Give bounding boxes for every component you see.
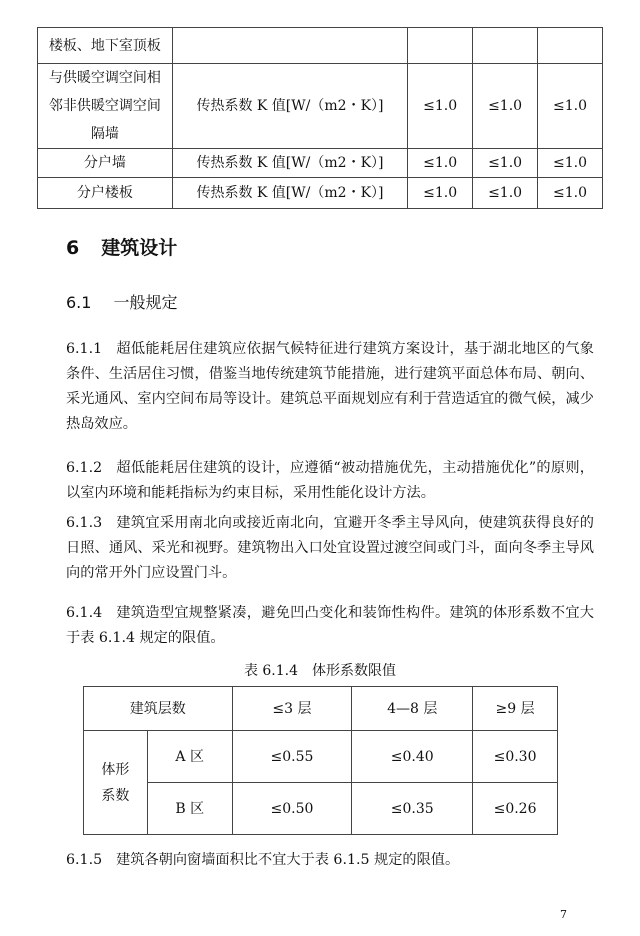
table-cell xyxy=(408,28,473,64)
table-row xyxy=(38,28,603,64)
table-header-row xyxy=(84,687,558,731)
table-cell: ≤1.0 xyxy=(408,64,473,149)
table-cell: ≤0.55 xyxy=(232,731,352,783)
cell-line: 体形 xyxy=(101,761,130,778)
clause-number: 6.1.1 xyxy=(66,341,103,357)
table-cell: ≤1.0 xyxy=(538,64,603,149)
table-cell xyxy=(538,28,603,64)
table-cell: ≤0.35 xyxy=(352,783,473,835)
clause-number: 6.1.5 xyxy=(66,852,103,868)
cell-line: 系数 xyxy=(101,787,130,804)
clause-number: 6.1.4 xyxy=(66,605,103,621)
table-cell: 分户楼板 xyxy=(38,178,173,209)
clause-number: 6.1.3 xyxy=(66,515,103,531)
header-cell: 4—8 层 xyxy=(352,687,473,731)
table-cell: 传热系数 K 值[W/（m2・K）] xyxy=(172,64,408,149)
table-row xyxy=(84,783,558,835)
shape-coefficient-table xyxy=(83,686,558,835)
header-cell: ≥9 层 xyxy=(473,687,558,731)
table-cell: ≤1.0 xyxy=(473,178,538,209)
table-cell: ≤1.0 xyxy=(538,178,603,209)
table-cell xyxy=(38,64,173,149)
clause-6-1-2 xyxy=(66,456,594,506)
clause-text: 建筑各朝向窗墙面积比不宜大于表 6.1.5 规定的限值。 xyxy=(116,852,460,868)
envelope-table xyxy=(37,27,603,209)
table-cell: 传热系数 K 值[W/（m2・K）] xyxy=(172,149,408,178)
table-cell: ≤1.0 xyxy=(538,149,603,178)
clause-text: 超低能耗居住建筑的设计，应遵循“被动措施优先，主动措施优化”的原则，以室内环境和能耗指标为约束目标，采用性能化设计方法。 xyxy=(66,460,594,501)
clause-number: 6.1.2 xyxy=(66,460,103,476)
header-cell: ≤3 层 xyxy=(232,687,352,731)
table-row xyxy=(38,64,603,149)
clause-text: 建筑宜采用南北向或接近南北向，宜避开冬季主导风向，使建筑获得良好的日照、通风、采光和视野。建筑物出入口处宜设置过渡空间或门斗，面向冬季主导风向的常开外门应设置门斗。 xyxy=(66,515,594,581)
table-cell xyxy=(172,28,408,64)
table-cell: ≤1.0 xyxy=(408,178,473,209)
table-cell: ≤1.0 xyxy=(473,149,538,178)
table-row xyxy=(84,731,558,783)
zone-cell: B 区 xyxy=(147,783,232,835)
clause-text: 建筑造型宜规整紧凑，避免凹凸变化和装饰性构件。建筑的体形系数不宜大于表 6.1.4 规定的限值。 xyxy=(66,605,594,646)
table-cell xyxy=(473,28,538,64)
row-label-cell xyxy=(84,731,148,835)
table-row xyxy=(38,178,603,209)
table-cell: ≤1.0 xyxy=(473,64,538,149)
table-cell: 分户墙 xyxy=(38,149,173,178)
table-cell: ≤0.30 xyxy=(473,731,558,783)
subsection-title: 一般规定 xyxy=(113,293,178,312)
table-cell: 楼板、地下室顶板 xyxy=(38,28,173,64)
table-row xyxy=(38,149,603,178)
section-number: 6 xyxy=(66,237,80,259)
cell-line: 隔墙 xyxy=(90,126,119,142)
table-cell: 传热系数 K 值[W/（m2・K）] xyxy=(172,178,408,209)
header-cell: 建筑层数 xyxy=(84,687,233,731)
subsection-heading xyxy=(66,290,177,313)
clause-text: 超低能耗居住建筑应依据气候特征进行建筑方案设计，基于湖北地区的气象条件、生活居住习惯，借鉴当地传统建筑节能措施，进行建筑平面总体布局、朝向、采光通风、室内空间布局等设计。建筑总平面规划应有利于营造适宜的微气候，减少热岛效应。 xyxy=(66,341,594,432)
cell-line: 与供暖空调空间相 xyxy=(48,70,161,86)
section-heading xyxy=(66,233,177,260)
subsection-number: 6.1 xyxy=(66,293,92,312)
clause-6-1-3 xyxy=(66,511,594,586)
table-cell: ≤0.40 xyxy=(352,731,473,783)
table-caption: 表 6.1.4 体形系数限值 xyxy=(243,663,397,679)
cell-line: 邻非供暖空调空间 xyxy=(48,98,161,114)
table-cell: ≤1.0 xyxy=(408,149,473,178)
table-cell: ≤0.26 xyxy=(473,783,558,835)
section-title: 建筑设计 xyxy=(101,237,178,259)
clause-6-1-1 xyxy=(66,337,594,437)
table-cell: ≤0.50 xyxy=(232,783,352,835)
clause-6-1-5 xyxy=(66,848,594,873)
clause-6-1-4 xyxy=(66,601,594,651)
page-number: 7 xyxy=(560,908,567,921)
zone-cell: A 区 xyxy=(147,731,232,783)
